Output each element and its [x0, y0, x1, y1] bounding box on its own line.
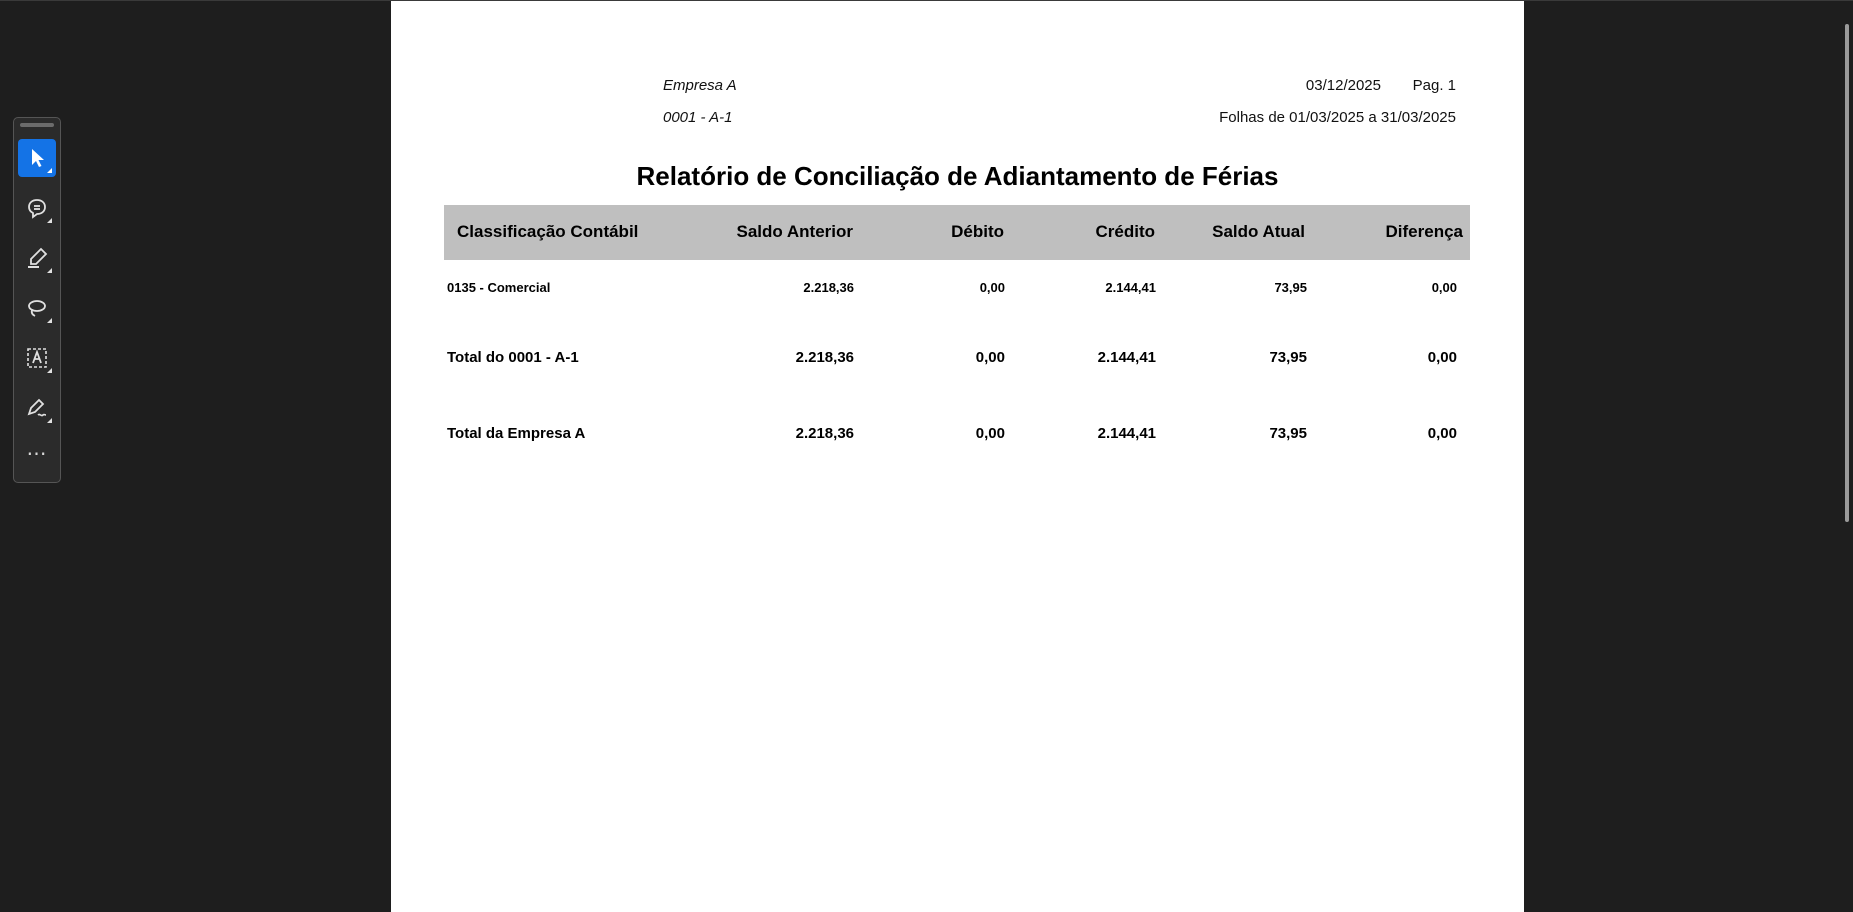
submenu-indicator-icon — [47, 368, 52, 373]
lasso-icon — [25, 296, 49, 320]
table-cell: 2.144,41 — [1097, 349, 1156, 366]
report-period: Folhas de 01/03/2025 a 31/03/2025 — [1219, 109, 1456, 126]
text-tool-button[interactable] — [18, 339, 56, 377]
comment-bubble-icon — [25, 196, 49, 220]
table-cell: 73,95 — [1269, 425, 1307, 442]
table-cell: 73,95 — [1274, 280, 1307, 295]
table-cell: 2.218,36 — [803, 280, 854, 295]
table-cell: 0,00 — [975, 425, 1005, 442]
total-label: Total da Empresa A — [447, 425, 586, 442]
table-cell: 2.144,41 — [1097, 425, 1156, 442]
submenu-indicator-icon — [47, 418, 52, 423]
table-cell: 0135 - Comercial — [447, 280, 551, 295]
table-header — [444, 205, 1470, 260]
report-title: Relatório de Conciliação de Adiantamento de Férias — [636, 161, 1279, 191]
table-cell: 0,00 — [979, 280, 1005, 295]
submenu-indicator-icon — [47, 218, 52, 223]
submenu-indicator-icon — [47, 168, 52, 173]
submenu-indicator-icon — [47, 268, 52, 273]
unit-code: 0001 - A-1 — [663, 109, 733, 126]
column-header: Débito — [951, 222, 1004, 241]
column-header: Diferença — [1385, 222, 1463, 241]
text-box-icon — [25, 346, 49, 370]
table-cell: 2.144,41 — [1105, 280, 1156, 295]
comment-tool-button[interactable] — [18, 189, 56, 227]
table-cell: 0,00 — [975, 349, 1005, 366]
highlighter-pen-icon — [25, 246, 49, 270]
more-tools-button[interactable] — [18, 439, 56, 477]
column-header: Classificação Contábil — [457, 222, 639, 241]
draw-tool-button[interactable] — [18, 289, 56, 327]
page-number: Pag. 1 — [1412, 77, 1456, 94]
report-date: 03/12/2025 — [1305, 77, 1381, 94]
more-horizontal-icon: ⋯ — [26, 443, 48, 465]
table-cell: 0,00 — [1427, 425, 1457, 442]
column-header: Crédito — [1095, 222, 1155, 241]
column-header: Saldo Atual — [1212, 222, 1305, 241]
table-cell: 0,00 — [1431, 280, 1457, 295]
total-label: Total do 0001 - A-1 — [447, 349, 579, 366]
select-tool-button[interactable] — [18, 139, 56, 177]
table-cell: 73,95 — [1269, 349, 1307, 366]
toolbar-drag-handle[interactable] — [20, 123, 54, 127]
submenu-indicator-icon — [47, 318, 52, 323]
annotation-toolbar — [13, 117, 61, 483]
highlight-tool-button[interactable] — [18, 239, 56, 277]
vertical-scrollbar-thumb[interactable] — [1845, 24, 1849, 522]
document-page — [391, 1, 1524, 912]
sign-tool-button[interactable] — [18, 389, 56, 427]
column-header: Saldo Anterior — [736, 222, 853, 241]
company-name: Empresa A — [663, 77, 737, 94]
table-cell: 2.218,36 — [795, 349, 854, 366]
signature-pen-icon — [25, 396, 49, 420]
table-cell: 0,00 — [1427, 349, 1457, 366]
cursor-arrow-icon — [25, 146, 49, 170]
table-cell: 2.218,36 — [795, 425, 854, 442]
